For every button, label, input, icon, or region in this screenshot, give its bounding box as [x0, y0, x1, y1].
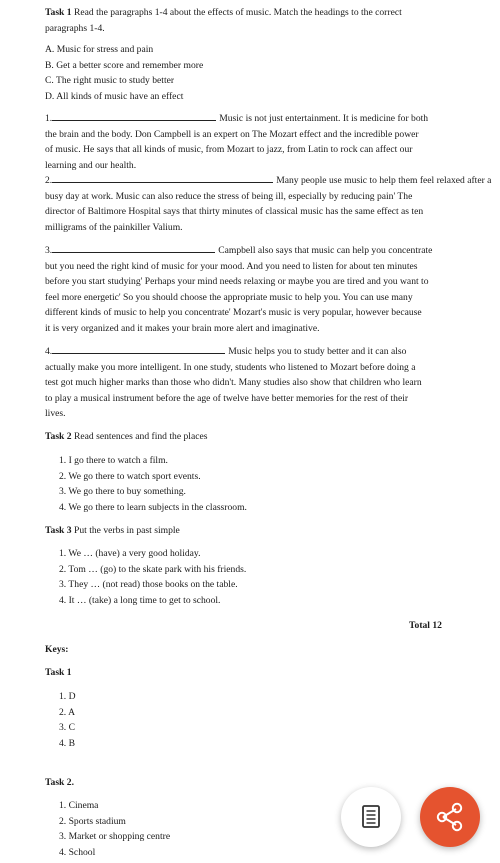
list-item: 3. C: [59, 722, 75, 734]
list-item: 2. Tom … (go) to the skate park with his friends.: [59, 563, 247, 575]
list-item: 2. We go there to watch sport events.: [59, 470, 201, 482]
list-item: 4. School: [59, 846, 96, 858]
keys-task2-list: [59, 798, 170, 860]
paragraph-line: test got much higher marks than those who didn't. Many studies also show that children who learn: [45, 377, 422, 389]
keys-task1-list: [59, 689, 76, 751]
paragraph-number: 4.: [45, 346, 53, 357]
task1-heading-line-2: paragraphs 1-4.: [45, 22, 105, 34]
document-button[interactable]: [341, 787, 401, 847]
paragraph-line: to play a musical instrument before the age of twelve have better memories for the rest of their: [45, 392, 409, 404]
document-icon: [341, 787, 401, 847]
task2-heading-text: Read sentences and find the places: [74, 431, 208, 442]
paragraph-line: but you need the right kind of music for your mood. And you need to listen for about ten minutes: [45, 260, 418, 272]
list-item: 3. Market or shopping centre: [59, 831, 171, 843]
answer-blank[interactable]: [52, 172, 273, 183]
paragraph-line: learning and our health.: [45, 159, 137, 171]
option-d: D. All kinds of music have an effect: [45, 90, 184, 102]
list-item: 2. A: [59, 706, 75, 718]
task1-options: [45, 42, 203, 104]
paragraph-1: [45, 110, 428, 173]
paragraph-number: 3.: [45, 245, 53, 256]
task1-heading-line-1: Read the paragraphs 1-4 about the effects of music. Match the headings to the correct: [74, 7, 402, 18]
paragraph-3: [45, 242, 432, 337]
list-item: 4. We go there to learn subjects in the classroom.: [59, 501, 247, 513]
task3-list: [59, 546, 246, 608]
share-button[interactable]: [420, 787, 480, 847]
paragraph-number: 2.: [45, 175, 53, 186]
list-item: 4. It … (take) a long time to get to school.: [59, 594, 221, 606]
paragraph-line: the brain and the body. Don Campbell is an expert on The Mozart effect and the incredible power: [45, 128, 419, 140]
paragraph-line: different kinds of music to help you concentrate' Mozart's music is very popular, however because: [45, 307, 422, 319]
task2-heading: [45, 429, 207, 445]
option-c: C. The right music to study better: [45, 75, 175, 87]
paragraph-line: busy day at work. Music can also reduce the stress of being ill, especially by reducing pain' The: [45, 190, 413, 202]
task2-list: [59, 453, 247, 515]
paragraph-line: of music. He says that all kinds of music, from Mozart to jazz, from Latin to rock can affect our: [45, 144, 413, 156]
task1-heading: [45, 5, 465, 36]
task3-heading-bold: Task 3: [45, 525, 72, 536]
keys-title: Keys:: [45, 644, 69, 655]
list-item: 1. I go there to watch a film.: [59, 455, 168, 466]
task1-heading-bold: Task 1: [45, 7, 72, 18]
list-item: 4. B: [59, 737, 75, 749]
paragraph-2: [45, 172, 491, 235]
paragraph-line: director of Baltimore Hospital says that thirty minutes of classical music has the same effect as ten: [45, 206, 424, 218]
paragraph-line: lives.: [45, 408, 66, 420]
paragraph-line: feel more energetic' So you should choose the appropriate music to help you. You can use many: [45, 291, 413, 303]
paragraph-4: [45, 343, 422, 422]
answer-blank[interactable]: [52, 343, 225, 354]
task2-heading-bold: Task 2: [45, 431, 72, 442]
paragraph-first-line: Music is not just entertainment. It is medicine for both: [219, 113, 429, 124]
list-item: 1. We … (have) a very good holiday.: [59, 548, 201, 559]
option-a: A. Music for stress and pain: [45, 44, 154, 55]
paragraph-number: 1.: [45, 113, 53, 124]
paragraph-line: it is very organized and it makes your brain more alert and imaginative.: [45, 322, 320, 334]
answer-blank[interactable]: [52, 242, 215, 253]
paragraph-line: actually make you more intelligent. In one study, students who listened to Mozart before doing a: [45, 361, 416, 373]
option-b: B. Get a better score and remember more: [45, 59, 204, 71]
paragraph-first-line: Campbell also says that music can help you concentrate: [218, 245, 433, 256]
task3-heading-text: Put the verbs in past simple: [74, 525, 180, 536]
total-score: Total 12: [409, 620, 442, 631]
list-item: 1. Cinema: [59, 800, 99, 811]
task3-heading: [45, 523, 180, 539]
answer-blank[interactable]: [52, 110, 216, 121]
share-icon: [420, 787, 480, 847]
keys-task2-title: Task 2.: [45, 777, 74, 788]
keys-task1-title: Task 1: [45, 667, 72, 678]
list-item: 2. Sports stadium: [59, 815, 126, 827]
paragraph-line: milligrams of the painkiller Valium.: [45, 221, 183, 233]
paragraph-first-line: Many people use music to help them feel relaxed after a: [276, 175, 492, 186]
list-item: 3. We go there to buy something.: [59, 486, 186, 498]
paragraph-first-line: Music helps you to study better and it can also: [228, 346, 407, 357]
list-item: 1. D: [59, 691, 76, 702]
paragraph-line: before you start studying' Perhaps your mind needs relaxing or maybe you are tired and you want to: [45, 276, 429, 288]
list-item: 3. They … (not read) those books on the table.: [59, 579, 238, 591]
